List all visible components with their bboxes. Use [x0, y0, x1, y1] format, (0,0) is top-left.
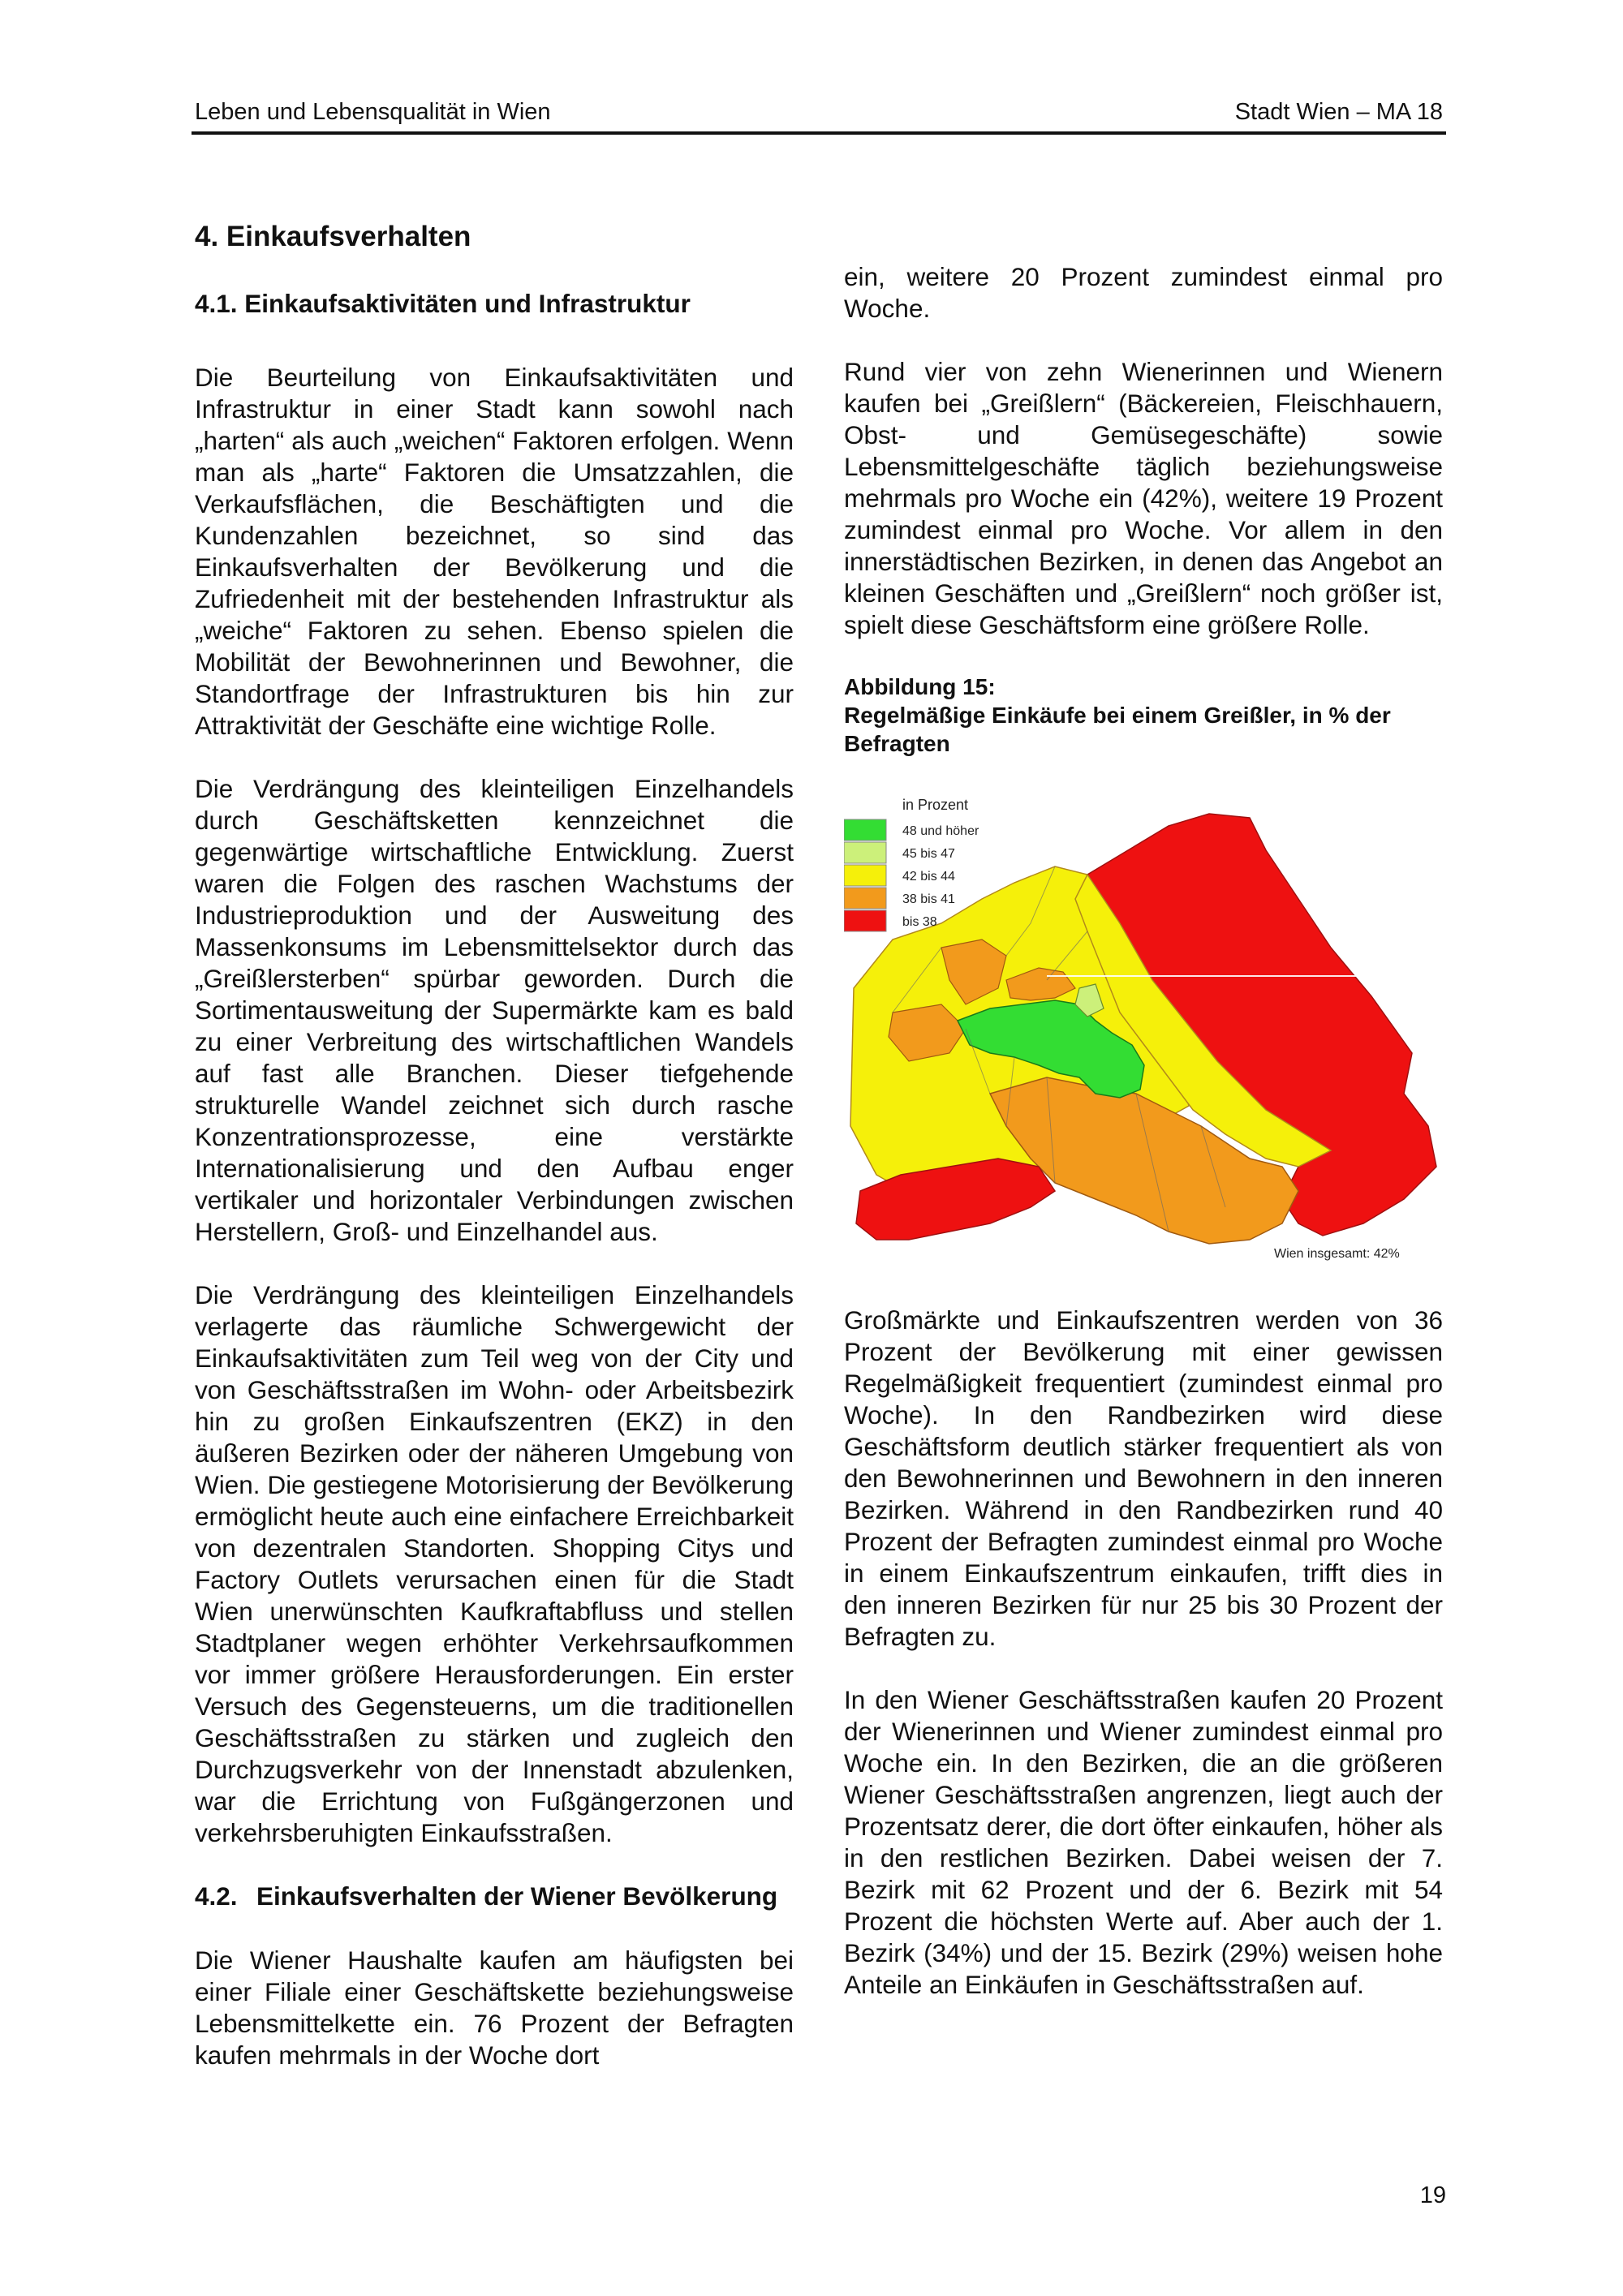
figure-title: Regelmäßige Einkäufe bei einem Greißler, in % der Befragten [844, 703, 1391, 756]
page-number: 19 [1419, 2182, 1446, 2208]
paragraph: Großmärkte und Einkaufszentren werden von 36 Prozent der Bevölkerung mit einer gewissen Regelmäßigkeit frequentiert (zumindest einmal pro Woche). In den Randbezirken wird diese Geschäftsform deutlich stärker frequentiert als von den Bewohnerinnen und Bewohnern in den inneren Bezirken. Während in den Randbezirken rund 40 Prozent der Befragten zumindest einmal pro Woche in einem Einkaufszentrum einkaufen, trifft dies in den inneren Bezirken für nur 25 bis 30 Prozent der Befragten zu. [844, 1305, 1443, 1651]
legend-label: 45 bis 47 [902, 847, 955, 861]
legend-label: 42 bis 44 [902, 870, 955, 884]
page-header [192, 96, 1446, 135]
subsection-heading: 4.1. Einkaufsaktivitäten und Infrastruktur [195, 289, 691, 318]
right-column [844, 261, 1443, 2001]
left-column [195, 219, 794, 2071]
figure-label: Abbildung 15: [844, 674, 996, 699]
legend-label: bis 38 [902, 915, 937, 929]
legend-label: 48 und höher [902, 824, 979, 838]
legend-swatch [844, 865, 886, 886]
paragraph: Rund vier von zehn Wienerinnen und Wienern kaufen bei „Greißlern“ (Bäckereien, Fleischhauern, Obst- und Gemüsegeschäfte) sowie Lebensmittelgeschäfte täglich beziehungsweise mehrmals pro Woche ein (42%), weitere 19 Prozent zumindest einmal pro Woche. Vor allem in den innerstädtischen Bezirken, in denen das Angebot an kleinen Geschäften und „Greißlern“ noch größer ist, spielt diese Geschäftsform eine größere Rolle. [844, 357, 1443, 639]
section-heading: 4. Einkaufsverhalten [195, 221, 471, 252]
header-title: Leben und Lebensqualität in Wien [195, 99, 551, 125]
paragraph: Die Wiener Haushalte kaufen am häufigsten bei einer Filiale einer Geschäftskette beziehungsweise Lebensmittelkette ein. 76 Prozent der Befragten kaufen mehrmals in der Woche dort [195, 1946, 794, 2070]
paragraph: ein, weitere 20 Prozent zumindest einmal pro Woche. [844, 262, 1443, 323]
legend-label: 38 bis 41 [902, 892, 955, 906]
header-publisher: Stadt Wien – MA 18 [1234, 99, 1443, 125]
legend-swatch [844, 910, 886, 931]
subsection-title: Einkaufsverhalten der Wiener Bevölkerung [256, 1881, 778, 1911]
paragraph: Die Beurteilung von Einkaufsaktivitäten und Infrastruktur in einer Stadt kann sowohl nach „harten“ als auch „weichen“ Faktoren erfolgen. Wenn man als „harte“ Faktoren die Umsatzzahlen, die Verkaufsflächen, die Beschäftigten und die Kundenzahlen bezeichnet, so sind das Einkaufsverhalten der Bevölkerung und die Zufriedenheit mit der bestehenden Infrastruktur als „weiche“ Faktoren zu sehen. Ebenso spielen die Mobilität der Bewohnerinnen und Bewohner, die Standortfrage der Infrastrukturen bis hin zur Attraktivität der Geschäfte eine wichtige Rolle. [195, 363, 794, 740]
subsection-number: 4.2. [195, 1881, 238, 1911]
legend-swatch [844, 842, 886, 863]
subsection-heading [195, 1881, 794, 1912]
paragraph: Die Verdrängung des kleinteiligen Einzelhandels verlagerte das räumliche Schwergewicht der Einkaufsaktivitäten zum Teil weg von der City und von Geschäftsstraßen im Wohn- oder Arbeitsbezirk hin zu großen Einkaufszentren (EKZ) in den äußeren Bezirken oder der näheren Umgebung von Wien. Die gestiegene Motorisierung der Bevölkerung ermöglicht heute auch eine einfachere Erreichbarkeit von dezentralen Standorten. Shopping Citys und Factory Outlets verursachen einen für die Stadt Wien unerwünschten Kaufkraftabfluss und stellen Stadtplaner wegen erhöhter Verkehrsaufkommen vor immer größere Herausforderungen. Ein erster Versuch des Gegensteuerns, um die traditionellen Geschäftsstraßen zu stärken und zugleich den Durchzugsverkehr von der Innenstadt abzulenken, war die Errichtung von Fußgängerzonen und verkehrsberuhigten Einkaufsstraßen. [195, 1280, 794, 1847]
map-note: Wien insgesamt: 42% [1274, 1247, 1400, 1261]
paragraph: In den Wiener Geschäftsstraßen kaufen 20 Prozent der Wienerinnen und Wiener zumindest einmal pro Woche ein. In den Bezirken, die an die größeren Wiener Geschäftsstraßen angrenzen, liegt auch der Prozentsatz derer, die dort öfter einkaufen, höher als in den restlichen Bezirken. Dabei weisen der 7. Bezirk mit 62 Prozent und der 6. Bezirk mit 54 Prozent die höchsten Werte auf. Aber auch der 1. Bezirk (34%) und der 15. Bezirk (29%) weisen hohe Anteile an Einkäufen in Geschäftsstraßen auf. [844, 1685, 1443, 1999]
legend-swatch [844, 819, 886, 841]
vienna-district-map [844, 785, 1444, 1272]
figure-caption [844, 673, 1443, 758]
map-graphic [844, 785, 1444, 1272]
paragraph: Die Verdrängung des kleinteiligen Einzelhandels durch Geschäftsketten kennzeichnet die gegenwärtige wirtschaftliche Entwicklung. Zuerst waren die Folgen des raschen Wachstums der Industrieproduktion und der Ausweitung des Massenkonsums im Lebensmittelsektor durch das „Greißlersterben“ spürbar geworden. Durch die Sortimentausweitung der Supermärkte kam es bald zu einer Verbreitung des wirtschaftlichen Wandels auf fast alle Branchen. Dieser tiefgehende strukturelle Wandel zeichnet sich durch rasche Konzentrationsprozesse, eine verstärkte Internationalisierung und den Aufbau enger vertikaler und horizontaler Verbindungen zwischen Herstellern, Groß- und Einzelhandel aus. [195, 774, 794, 1246]
legend-swatch [844, 888, 886, 909]
legend-title: in Prozent [902, 797, 969, 813]
